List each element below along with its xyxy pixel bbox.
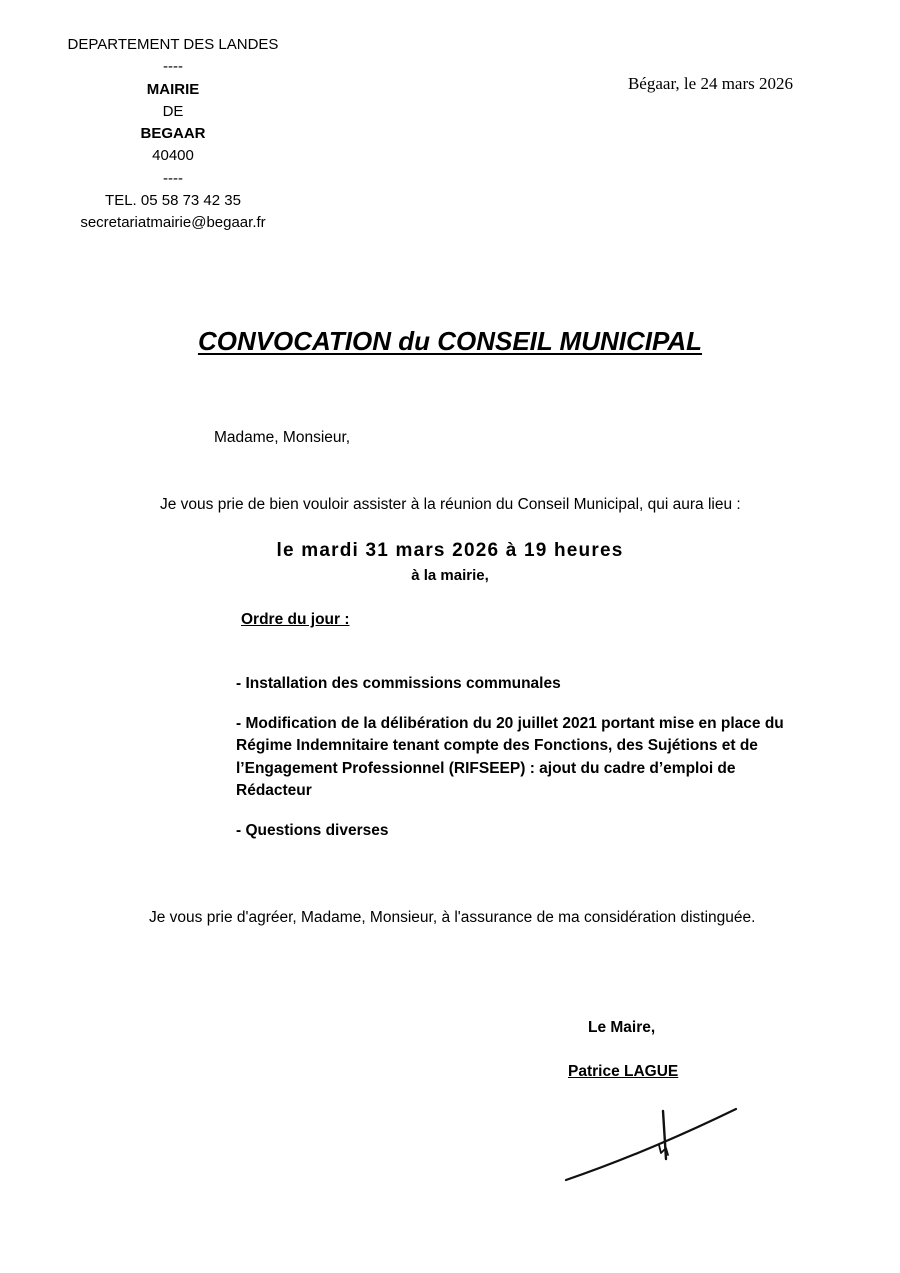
mairie-label: MAIRIE <box>146 80 200 98</box>
mairie-header <box>40 34 306 235</box>
meeting-datetime: le mardi 31 mars 2026 à 19 heures <box>276 540 624 561</box>
de-label: DE <box>162 102 184 120</box>
agenda-list <box>236 673 796 860</box>
header-separator: ---- <box>163 169 183 187</box>
document-title: CONVOCATION du CONSEIL MUNICIPAL <box>197 326 703 356</box>
agenda-heading: Ordre du jour : <box>241 611 350 628</box>
closing-paragraph: Je vous prie d'agréer, Madame, Monsieur, à l'assurance de ma considération distinguée. <box>149 909 756 926</box>
header-separator: ---- <box>163 58 183 76</box>
signatory-name: Patrice LAGUE <box>568 1063 679 1080</box>
commune-name: BEGAAR <box>140 125 206 143</box>
document-date: Bégaar, le 24 mars 2026 <box>627 74 793 93</box>
agenda-item: - Modification de la délibération du 20 juillet 2021 portant mise en place du Régime Indemnitaire tenant compte des Fonctions, des Sujétions et de l’Engagement Professionnel (RIFSEEP) : ajout du cadre d’emploi de Rédacteur <box>236 714 784 799</box>
agenda-item: - Questions diverses <box>236 821 389 839</box>
agenda-item: - Installation des commissions communales <box>236 675 561 692</box>
phone-number: TEL. 05 58 73 42 35 <box>105 192 241 210</box>
signature-title: Le Maire, <box>588 1019 656 1036</box>
intro-paragraph: Je vous prie de bien vouloir assister à la réunion du Conseil Municipal, qui aura lieu : <box>160 496 741 513</box>
meeting-place: à la mairie, <box>411 567 489 584</box>
postal-code: 40400 <box>152 147 194 165</box>
email-address: secretariatmairie@begaar.fr <box>80 214 266 232</box>
salutation: Madame, Monsieur, <box>214 429 351 446</box>
department-name: DEPARTEMENT DES LANDES <box>67 36 279 53</box>
handwritten-signature <box>560 1103 745 1187</box>
